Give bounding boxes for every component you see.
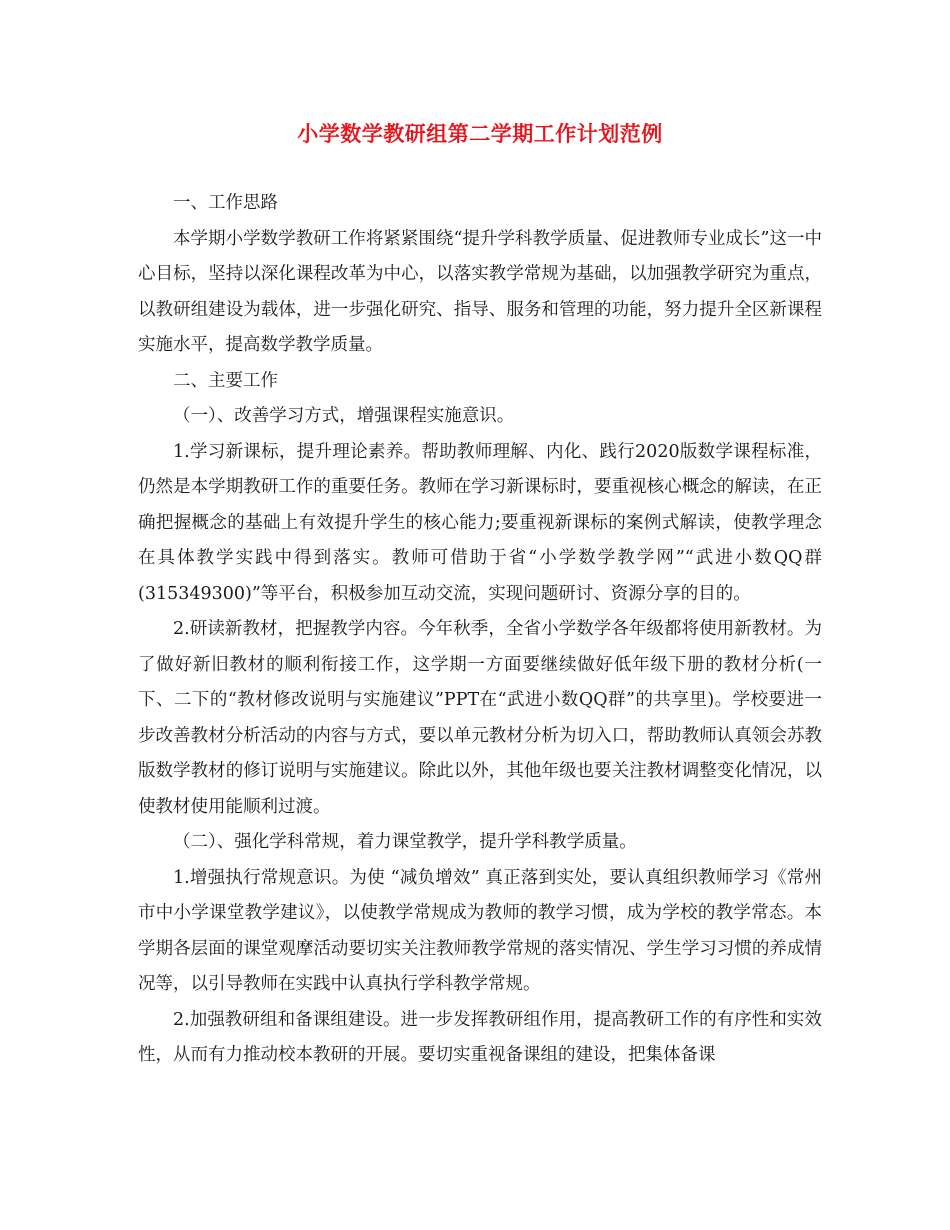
paragraph-item-1-2: 2.研读新教材，把握教学内容。今年秋季，全省小学数学各年级都将使用新教材。为了做好新旧教材的顺利衔接工作，这学期一方面要继续做好低年级下册的教材分析(一下、二下的“教材修改说明与实施建议”PPT在“武进小数QQ群”的共享里)。学校要进一步改善教材分析活动的内容与方式，要以单元教材分析为切入口，帮助教师认真领会苏教版数学教材的修订说明与实施建议。除此以外，其他年级也要关注教材调整变化情况，以使教材使用能顺利过渡。	[138, 619, 822, 817]
subsection-heading-1: （一）、改善学习方式，增强课程实施意识。	[173, 406, 515, 426]
paragraph-item-2-2: 2.加强教研组和备课组建设。进一步发挥教研组作用，提高教研工作的有序性和实效性，从而有力推动校本教研的开展。要切实重视备课组的建设，把集体备课	[138, 1009, 822, 1065]
subsection-heading-2: （二）、强化学科常规，着力课堂教学，提升学科教学质量。	[173, 832, 637, 852]
section-heading-2: 二、主要工作	[173, 370, 278, 391]
section-heading-1: 一、工作思路	[173, 193, 278, 213]
paragraph-item-1-1: 1.学习新课标，提升理论素养。帮助教师理解、内化、践行2020版数学课程标准，仍然是本学期教研工作的重要任务。教师在学习新课标时，要重视核心概念的解读，在正确把握概念的基础上有效提升学生的核心能力;要重视新课标的案例式解读，使教学理念在具体教学实践中得到落实。教师可借助于省“小学数学教学网”“武进小数QQ群(315349300)”等平台，积极参加互动交流，实现问题研讨、资源分享的目的。	[138, 441, 822, 604]
document-title: 小学数学教研组第二学期工作计划范例	[297, 121, 663, 146]
paragraph-item-2-1: 1.增强执行常规意识。为使 “减负增效” 真正落到实处，要认真组织教师学习《常州市中小学课堂教学建议》，以使教学常规成为教师的教学习惯，成为学校的教学常态。本学期各层面的课堂观摩活动要切实关注教师教学常规的落实情况、学生学习习惯的养成情况等，以引导教师在实践中认真执行学科教学常规。	[138, 867, 822, 994]
paragraph-work-approach: 本学期小学数学教研工作将紧紧围绕“提升学科教学质量、促进教师专业成长”这一中心目标，坚持以深化课程改革为中心，以落实教学常规为基础，以加强教学研究为重点，以教研组建设为载体，进一步强化研究、指导、服务和管理的功能，努力提升全区新课程实施水平，提高数学教学质量。	[138, 228, 822, 355]
